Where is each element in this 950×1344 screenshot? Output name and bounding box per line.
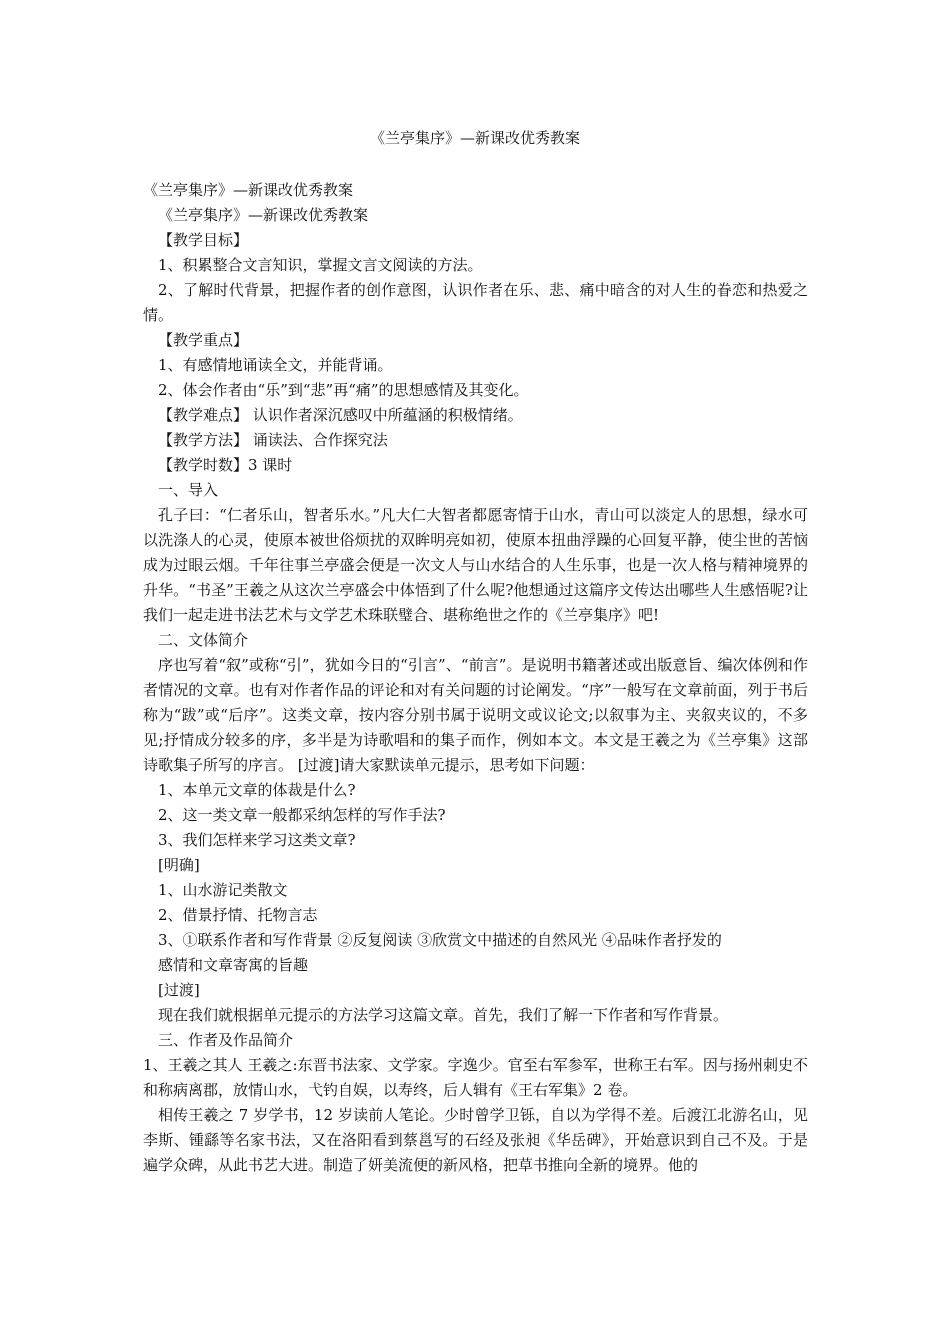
answer-item-2: 2、借景抒情、托物言志	[158, 906, 318, 924]
document-title: 《兰亭集序》—新课改优秀教案	[369, 129, 580, 147]
paragraph-title-repeat-indented: 《兰亭集序》—新课改优秀教案	[158, 206, 369, 224]
answer-item-3-continued: 感情和文章寄寓的旨趣	[158, 956, 309, 974]
paragraph-title-repeat: 《兰亭集序》—新课改优秀教案	[143, 181, 354, 199]
section-heading-author: 三、作者及作品简介	[158, 1031, 294, 1049]
goal-item-2: 2、了解时代背景，把握作者的创作意图，认识作者在乐、悲、痛中暗含的对人生的眷恋和热爱之情。	[143, 281, 808, 324]
genre-paragraph: 序也写着“叙”或称“引”，犹如今日的“引言”、“前言”。是说明书籍著述或出版意旨、编次体例和作者情况的文章。也有对作者作品的评论和对有关问题的讨论阐发。“序”一般写在文章前面，列于书后称为“跋”或“后序”。这类文章，按内容分别书属于说明文或议论文;以叙事为主、夹叙夹议的，不多见;抒情成分较多的序，多半是为诗歌唱和的集子而作，例如本文。本文是王羲之为《兰亭集》这部诗歌集子所写的序言。 [过渡]请大家默读单元提示，思考如下问题：	[143, 656, 808, 774]
focus-item-1: 1、有感情地诵读全文，并能背诵。	[158, 356, 393, 374]
teaching-hours: 【教学时数】3 课时	[158, 456, 293, 474]
focus-item-2: 2、体会作者由“乐”到“悲”再“痛”的思想感情及其变化。	[158, 381, 529, 399]
answer-item-3: 3、①联系作者和写作背景 ②反复阅读 ③欣赏文中描述的自然风光 ④品味作者抒发的	[158, 931, 722, 949]
answer-label: [明确]	[158, 856, 200, 874]
question-item-3: 3、我们怎样来学习这类文章?	[158, 831, 356, 849]
author-legend-paragraph: 相传王羲之 7 岁学书，12 岁读前人笔论。少时曾学卫铄，自以为学得不差。后渡江北游名山，见李斯、锺繇等名家书法，又在洛阳看到蔡邕写的石经及张昶《华岳碑》，开始意识到自己不及。于是遍学众碑，从此书艺大进。制造了妍美流便的新风格，把草书推向全新的境界。他的	[143, 1106, 808, 1174]
answer-item-1: 1、山水游记类散文	[158, 881, 288, 899]
heading-teaching-focus: 【教学重点】	[158, 331, 249, 349]
section-heading-genre: 二、文体简介	[158, 631, 249, 649]
teaching-difficulty: 【教学难点】 认识作者深沉感叹中所蕴涵的积极情绪。	[158, 406, 523, 424]
transition-paragraph: 现在我们就根据单元提示的方法学习这篇文章。首先，我们了解一下作者和写作背景。	[158, 1006, 729, 1024]
question-item-2: 2、这一类文章一般都采纳怎样的写作手法?	[158, 806, 446, 824]
section-heading-intro: 一、导入	[158, 481, 219, 499]
question-item-1: 1、本单元文章的体裁是什么?	[158, 781, 356, 799]
transition-label: [过渡]	[158, 981, 200, 999]
heading-teaching-goals: 【教学目标】	[158, 231, 249, 249]
teaching-method: 【教学方法】 诵读法、合作探究法	[158, 431, 388, 449]
goal-item-1: 1、积累整合文言知识，掌握文言文阅读的方法。	[158, 256, 483, 274]
document-body	[143, 178, 808, 1178]
intro-paragraph: 孔子曰：“仁者乐山，智者乐水。”凡大仁大智者都愿寄情于山水，青山可以淡定人的思想，绿水可以洗涤人的心灵，使原本被世俗烦扰的双眸明亮如初，使原本扭曲浮躁的心回复平静，使尘世的苦恼成为过眼云烟。千年往事兰亭盛会便是一次文人与山水结合的人生乐事，也是一次人格与精神境界的升华。“书圣”王羲之从这次兰亭盛会中体悟到了什么呢?他想通过这篇序文传达出哪些人生感悟呢?让我们一起走进书法艺术与文学艺术珠联璧合、堪称绝世之作的《兰亭集序》吧!	[143, 506, 808, 624]
author-paragraph: 1、王羲之其人 王羲之:东晋书法家、文学家。字逸少。官至右军参军，世称王右军。因与扬州刺史不和称病离郡，放情山水，弋钓自娱，以寿终，后人辑有《王右军集》2 卷。	[143, 1056, 808, 1099]
